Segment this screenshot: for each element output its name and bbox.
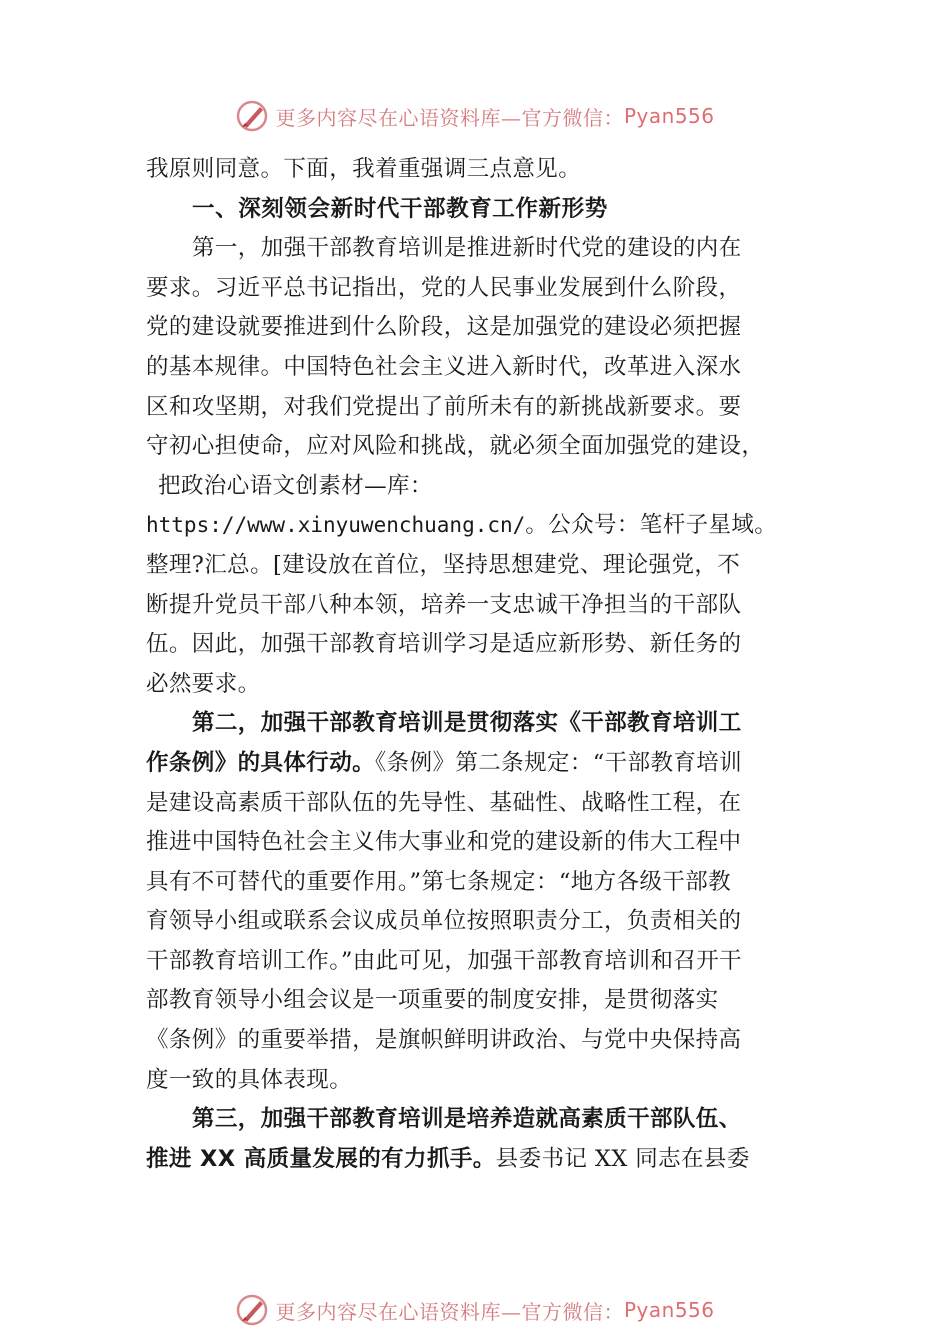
text-span: 《条例》第二条规定：“干部教育培训	[375, 749, 743, 776]
text-line: 伍。因此，加强干部教育培训学习是适应新形势、新任务的	[146, 631, 742, 658]
text-line: 度一致的具体表现。	[146, 1066, 353, 1093]
text-line: 具有不可替代的重要作用。”第七条规定：“地方各级干部教	[146, 868, 732, 895]
text-line: 我原则同意。下面，我着重强调三点意见。	[146, 156, 582, 182]
text-line: 育领导小组或联系会议成员单位按照职责分工，负责相关的	[146, 908, 742, 935]
banner-wechat-id: Pyan556	[623, 104, 715, 128]
text-line: 必然要求。	[146, 670, 261, 697]
text-line	[146, 1140, 818, 1180]
text-line: 部教育领导小组会议是一项重要的制度安排，是贯彻落实	[146, 987, 719, 1014]
banner-text: 更多内容尽在心语资料库—官方微信：	[275, 105, 624, 130]
text-line: 《条例》的重要举措，是旗帜鲜明讲政治、与党中央保持高	[146, 1027, 742, 1054]
banner-text: 更多内容尽在心语资料库—官方微信：	[275, 1299, 624, 1324]
text-line: 断提升党员干部八种本领，培养一支忠诚干净担当的干部队	[146, 591, 742, 618]
text-line: 的基本规律。中国特色社会主义进入新时代，改革进入深水	[146, 353, 742, 380]
text-line: 推进中国特色社会主义伟大事业和党的建设新的伟大工程中	[146, 829, 742, 856]
text-line: 区和攻坚期，对我们党提出了前所未有的新挑战新要求。要	[146, 393, 742, 420]
text-line: 整理?汇总。[建设放在首位，坚持思想建党、理论强党，不	[146, 551, 741, 578]
url-text: https://www.xinyuwenchuang.cn/	[146, 513, 526, 538]
text-span: 县委书记 XX 同志在县委	[495, 1145, 750, 1172]
footer-banner	[0, 1290, 950, 1330]
bold-span: 推进 XX 高质量发展的有力抓手。	[146, 1145, 496, 1172]
pen-seal-logo-icon	[235, 1293, 269, 1327]
text-line: 党的建设就要推进到什么阶段，这是加强党的建设必须把握	[146, 314, 742, 341]
bold-lead-line: 第三，加强干部教育培训是培养造就高素质干部队伍、	[192, 1106, 742, 1133]
section-heading: 一、深刻领会新时代干部教育工作新形势	[192, 195, 608, 222]
text-line	[146, 506, 818, 546]
text-line	[146, 744, 818, 784]
document-body	[146, 150, 818, 1179]
header-banner	[0, 96, 950, 136]
text-span: 。公众号：笔杆子星域。	[525, 512, 778, 539]
pen-seal-logo-icon	[235, 99, 269, 133]
text-line: 第一，加强干部教育培训是推进新时代党的建设的内在	[192, 235, 742, 262]
banner-wechat-id: Pyan556	[623, 1298, 715, 1322]
text-line: 是建设高素质干部队伍的先导性、基础性、战略性工程，在	[146, 789, 742, 816]
bold-lead-line: 第二，加强干部教育培训是贯彻落实《干部教育培训工	[192, 710, 742, 737]
text-line: 把政治心语文创素材—库：	[158, 472, 433, 499]
text-line: 要求。习近平总书记指出，党的人民事业发展到什么阶段，	[146, 274, 742, 301]
text-line: 干部教育培训工作。”由此可见，加强干部教育培训和召开干	[146, 947, 743, 974]
bold-span: 作条例》的具体行动。	[146, 749, 376, 776]
text-line: 守初心担使命，应对风险和挑战，就必须全面加强党的建设，	[146, 433, 765, 460]
